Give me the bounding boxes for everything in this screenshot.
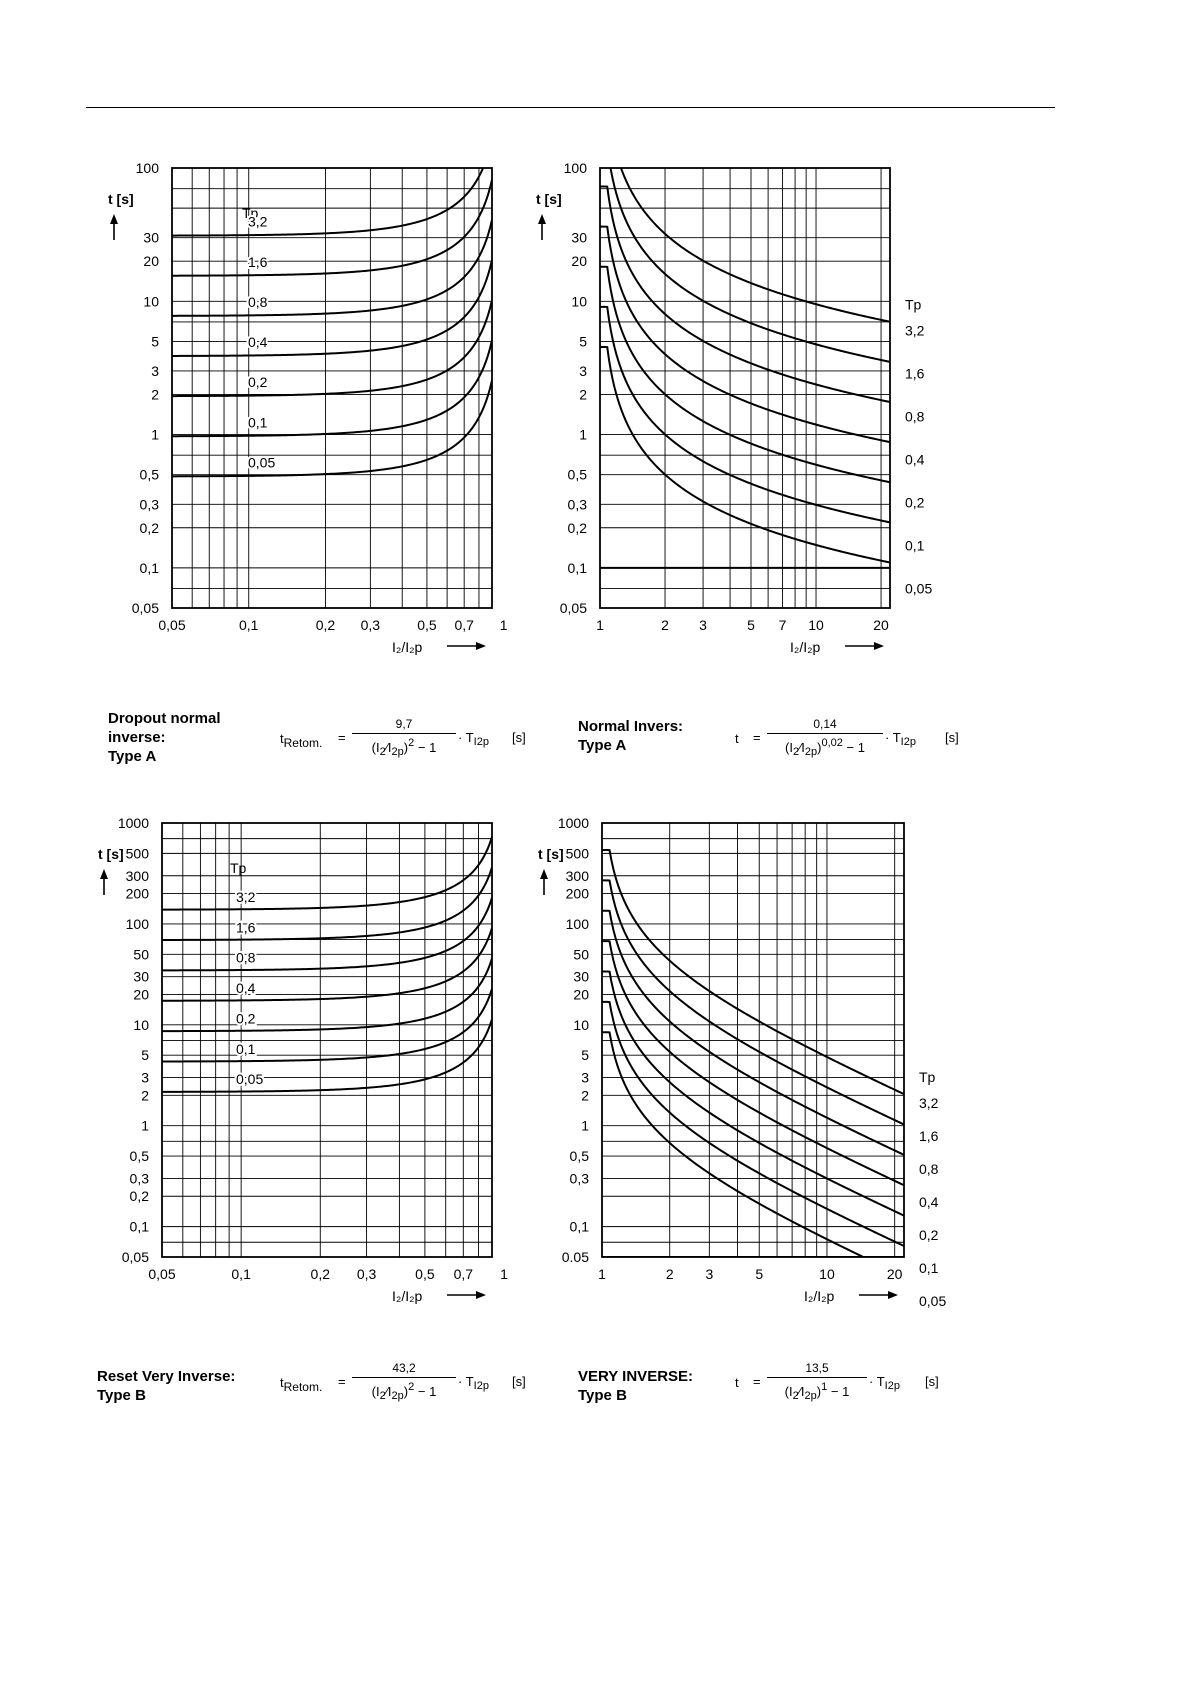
series-label: 0,8	[236, 949, 256, 966]
y-tick-label: 500	[125, 845, 149, 862]
x-tick-label: 0,1	[231, 1266, 251, 1282]
y-tick-label: 5	[141, 1047, 149, 1064]
x-tick-label: 0,7	[453, 1266, 474, 1282]
chart-reset-very-inverse	[88, 815, 518, 1350]
y-tick-label: 5	[581, 1047, 589, 1064]
y-tick-labels	[132, 160, 159, 616]
legend-title: Tp	[230, 860, 247, 876]
y-tick-label: 10	[133, 1016, 149, 1033]
chart-3-caption-line-2: Type B	[578, 1387, 627, 1404]
x-tick-label: 3	[699, 617, 707, 633]
legend-title: Tp	[242, 205, 259, 221]
y-axis-arrow-head	[100, 869, 108, 879]
x-axis-label: I₂/I₂p	[790, 639, 821, 655]
series-labels	[242, 205, 275, 470]
y-tick-label: 0,05	[121, 1249, 149, 1265]
formula-2-numerator: 43,2	[392, 1361, 416, 1375]
formula-0-numerator: 9,7	[395, 717, 413, 731]
series-label: 0,1	[919, 1260, 939, 1277]
legend-title: Tp	[905, 296, 922, 313]
x-axis-arrow-head	[476, 642, 486, 650]
series-label: 0,1	[905, 537, 925, 554]
y-tick-label: 0,1	[129, 1218, 149, 1235]
y-tick-label: 3	[151, 362, 159, 379]
formula-1-numerator: 0,14	[813, 717, 837, 731]
formula-3-t: t	[735, 1375, 739, 1390]
y-axis-arrow-head	[540, 869, 548, 879]
y-tick-label: 2	[141, 1087, 149, 1104]
chart-2-caption-line-1: Reset Very Inverse:	[97, 1368, 236, 1385]
y-tick-label: 100	[135, 160, 159, 176]
y-tick-label: 100	[565, 915, 589, 932]
series-label: 0,05	[248, 454, 276, 471]
y-tick-label: 0,1	[139, 559, 159, 576]
y-tick-label: 0,3	[139, 496, 159, 513]
series-label: 3,2	[248, 213, 268, 230]
series-label: 0,05	[919, 1293, 947, 1310]
x-tick-label: 0,3	[356, 1266, 377, 1282]
x-axis-arrow-head	[888, 1291, 898, 1299]
chart-3-caption	[578, 1367, 693, 1405]
x-tick-label: 5	[755, 1266, 764, 1282]
series-curve-1,6	[162, 867, 492, 940]
formula-0-t-sub: Retom.	[283, 736, 323, 750]
y-tick-label: 300	[565, 867, 589, 884]
x-tick-label: 3	[705, 1266, 714, 1282]
series-label: 0,2	[905, 494, 925, 511]
formula-0-denominator: $(I_2⁄I_{2p})^2 - 1$	[371, 737, 437, 758]
y-tick-label: 20	[133, 986, 149, 1003]
legend-title: Tp	[919, 1069, 936, 1086]
x-tick-labels	[598, 1266, 903, 1282]
y-tick-label: 0,1	[569, 1218, 589, 1235]
y-tick-label: 0,5	[569, 1148, 589, 1165]
formula-1-denominator: $(I_2⁄I_{2p})^{0,02} - 1$	[785, 737, 865, 758]
grid-horizontal	[162, 839, 492, 1243]
x-tick-label: 0,5	[417, 617, 437, 633]
x-tick-label: 20	[886, 1266, 903, 1282]
x-tick-label: 0,5	[415, 1266, 435, 1282]
series-label: 0,4	[248, 334, 268, 351]
x-tick-label: 10	[808, 617, 824, 633]
chart-0-caption-line-1: Dropout normal	[108, 710, 221, 727]
y-tick-label: 0,5	[139, 466, 159, 483]
y-tick-label: 2	[151, 386, 159, 403]
y-tick-label: 0,2	[129, 1188, 149, 1205]
chart-3-caption-line-1: VERY INVERSE:	[578, 1368, 694, 1385]
y-tick-label: 500	[565, 845, 589, 862]
series-label: 1,6	[248, 253, 268, 270]
formula-3-numerator: 13,5	[805, 1361, 829, 1375]
grid-horizontal	[172, 189, 492, 589]
y-tick-label: 20	[571, 253, 587, 270]
x-tick-label: 0,05	[148, 1266, 176, 1282]
x-tick-label: 0,7	[454, 617, 474, 633]
chart-normal-inverse	[536, 160, 980, 695]
x-axis-arrow-head	[874, 642, 884, 650]
x-tick-label: 0,05	[158, 617, 186, 633]
chart-2-caption-line-2: Type B	[97, 1387, 146, 1404]
series-label: 0,8	[248, 293, 268, 310]
y-tick-label: 30	[143, 229, 159, 246]
y-tick-label: 1000	[557, 815, 589, 831]
x-tick-label: 1	[598, 1266, 606, 1282]
series-label: 1,6	[905, 365, 925, 382]
y-tick-label: 30	[573, 968, 589, 985]
series-label: 3,2	[919, 1095, 939, 1112]
series-label: 3,2	[236, 888, 256, 905]
series-curve-0,2	[602, 972, 904, 1216]
y-axis-label: t [s]	[108, 191, 134, 207]
y-tick-label: 300	[125, 867, 149, 884]
series-label: 0,05	[236, 1071, 264, 1088]
y-tick-label: 200	[125, 885, 149, 902]
series-label: 0,2	[248, 374, 268, 391]
series-curve-0,2	[172, 300, 492, 396]
y-axis-label: t [s]	[98, 846, 124, 862]
series-labels	[919, 1069, 946, 1309]
x-tick-label: 0,3	[360, 617, 381, 633]
series-curve-0,1	[600, 307, 890, 523]
series-label: 0,1	[236, 1040, 256, 1057]
y-axis-label: t [s]	[538, 846, 564, 862]
chart-1-caption-line-1: Normal Invers:	[578, 718, 684, 735]
series-label: 1,6	[919, 1128, 939, 1145]
y-tick-label: 3	[581, 1069, 589, 1086]
x-tick-label: 2	[661, 617, 669, 633]
series-labels	[905, 297, 932, 597]
y-tick-label: 50	[133, 946, 149, 963]
y-tick-label: 0,2	[139, 519, 159, 536]
y-axis-label: t [s]	[536, 191, 562, 207]
series-label: 3,2	[905, 322, 925, 339]
y-axis-arrow-head	[110, 214, 118, 224]
curves	[602, 850, 904, 1276]
y-tick-label: 100	[125, 915, 149, 932]
y-tick-label: 2	[579, 386, 587, 403]
formula-0-t: t	[280, 731, 284, 746]
x-axis-label: I₂/I₂p	[392, 639, 423, 655]
x-tick-label: 0,2	[315, 617, 336, 633]
series-label: 0,1	[248, 414, 268, 431]
formula-2-denominator: $(I_2⁄I_{2p})^2 - 1$	[371, 1381, 437, 1402]
y-tick-label: 10	[573, 1016, 589, 1033]
y-tick-label: 0,3	[129, 1170, 149, 1187]
series-curve-0,05	[602, 1032, 904, 1276]
x-tick-label: 1	[500, 1266, 508, 1282]
chart-0-caption-line-3: Type A	[108, 748, 157, 765]
y-tick-label: 1	[581, 1117, 589, 1134]
y-tick-label: 100	[563, 160, 587, 176]
curves	[162, 837, 492, 1092]
series-curve-3,2	[172, 140, 492, 236]
y-tick-label: 20	[573, 986, 589, 1003]
series-curve-0,1	[172, 340, 492, 436]
y-tick-label: 50	[573, 946, 589, 963]
series-label: 0,4	[905, 451, 925, 468]
y-tick-label: 1	[141, 1117, 149, 1134]
y-tick-label: 20	[143, 253, 159, 270]
formula-2-t: t	[280, 1375, 284, 1390]
x-tick-label: 7	[778, 617, 787, 633]
chart-very-inverse	[538, 815, 990, 1350]
x-tick-label: 1	[596, 617, 604, 633]
y-tick-label: 0,3	[567, 496, 587, 513]
x-tick-labels	[148, 1266, 508, 1282]
chart-2-caption	[97, 1367, 235, 1405]
grid-vertical	[665, 168, 881, 608]
formula-3-denominator: $(I_2⁄I_{2p})^1 - 1$	[784, 1381, 850, 1402]
y-tick-label: 30	[133, 968, 149, 985]
series-label: 0,05	[905, 580, 933, 597]
y-tick-label: 3	[141, 1069, 149, 1086]
plot-frame	[600, 168, 890, 608]
series-label: 0,8	[919, 1161, 939, 1178]
y-tick-label: 0.05	[561, 1249, 589, 1265]
series-label: 0,4	[919, 1194, 939, 1211]
y-tick-label: 10	[571, 293, 587, 310]
y-tick-label: 1	[579, 426, 587, 443]
y-tick-label: 1000	[117, 815, 149, 831]
y-tick-label: 0,05	[131, 600, 159, 616]
curves	[600, 106, 890, 568]
x-axis-label: I₂/I₂p	[804, 1288, 835, 1304]
x-tick-label: 2	[665, 1266, 674, 1282]
chart-1-caption-line-2: Type A	[578, 737, 627, 754]
x-tick-label: 0,2	[310, 1266, 331, 1282]
x-tick-label: 1	[499, 617, 508, 633]
grid-vertical	[192, 168, 479, 608]
x-axis-arrow-head	[476, 1291, 486, 1299]
y-tick-label: 200	[565, 885, 589, 902]
y-tick-label: 0,1	[567, 559, 587, 576]
y-tick-label: 0,3	[569, 1170, 589, 1187]
series-label: 0,4	[236, 980, 256, 997]
x-tick-labels	[158, 617, 507, 633]
y-tick-label: 5	[579, 333, 587, 350]
series-curve-0,4	[602, 941, 904, 1185]
grid-horizontal	[602, 839, 904, 1243]
y-tick-label: 0,5	[129, 1148, 149, 1165]
page-header-rule	[86, 107, 1055, 108]
series-curve-0,05	[600, 347, 890, 563]
y-tick-label: 0,5	[567, 466, 587, 483]
y-tick-labels	[558, 815, 589, 1265]
chart-0-caption	[108, 709, 221, 766]
y-tick-labels	[560, 160, 587, 616]
y-tick-label: 0,05	[559, 600, 587, 616]
y-tick-label: 30	[571, 229, 587, 246]
x-tick-label: 20	[873, 617, 889, 633]
y-tick-label: 1	[151, 426, 159, 443]
series-curve-3,2	[162, 837, 492, 910]
x-tick-label: 10	[819, 1266, 835, 1282]
x-tick-label: 5	[747, 617, 755, 633]
series-label: 1,6	[236, 919, 256, 936]
grid-horizontal	[600, 189, 890, 589]
chart-0-caption-line-2: inverse:	[108, 729, 166, 746]
series-labels	[230, 860, 263, 1087]
y-tick-label: 0,2	[567, 519, 587, 536]
formula-1-unit: [s]	[945, 730, 959, 745]
y-tick-labels	[118, 815, 149, 1265]
y-axis-arrow-head	[538, 214, 546, 224]
formula-1-t: t	[735, 731, 739, 746]
formula-2-unit: [s]	[512, 1374, 526, 1389]
y-tick-label: 10	[143, 293, 159, 310]
y-tick-label: 3	[579, 362, 587, 379]
series-curve-0,1	[602, 1002, 904, 1246]
series-label: 0,2	[919, 1227, 939, 1244]
formula-0-unit: [s]	[512, 730, 526, 745]
y-tick-label: 5	[151, 333, 159, 350]
series-label: 0,8	[905, 408, 925, 425]
x-tick-labels	[596, 617, 889, 633]
formula-3-unit: [s]	[925, 1374, 939, 1389]
chart-dropout-normal-inverse	[100, 160, 520, 695]
curves	[172, 140, 492, 477]
series-label: 0,2	[236, 1010, 256, 1027]
chart-1-caption	[578, 717, 683, 755]
x-axis-label: I₂/I₂p	[392, 1288, 423, 1304]
y-tick-label: 2	[581, 1087, 589, 1104]
x-tick-label: 0,1	[239, 617, 259, 633]
